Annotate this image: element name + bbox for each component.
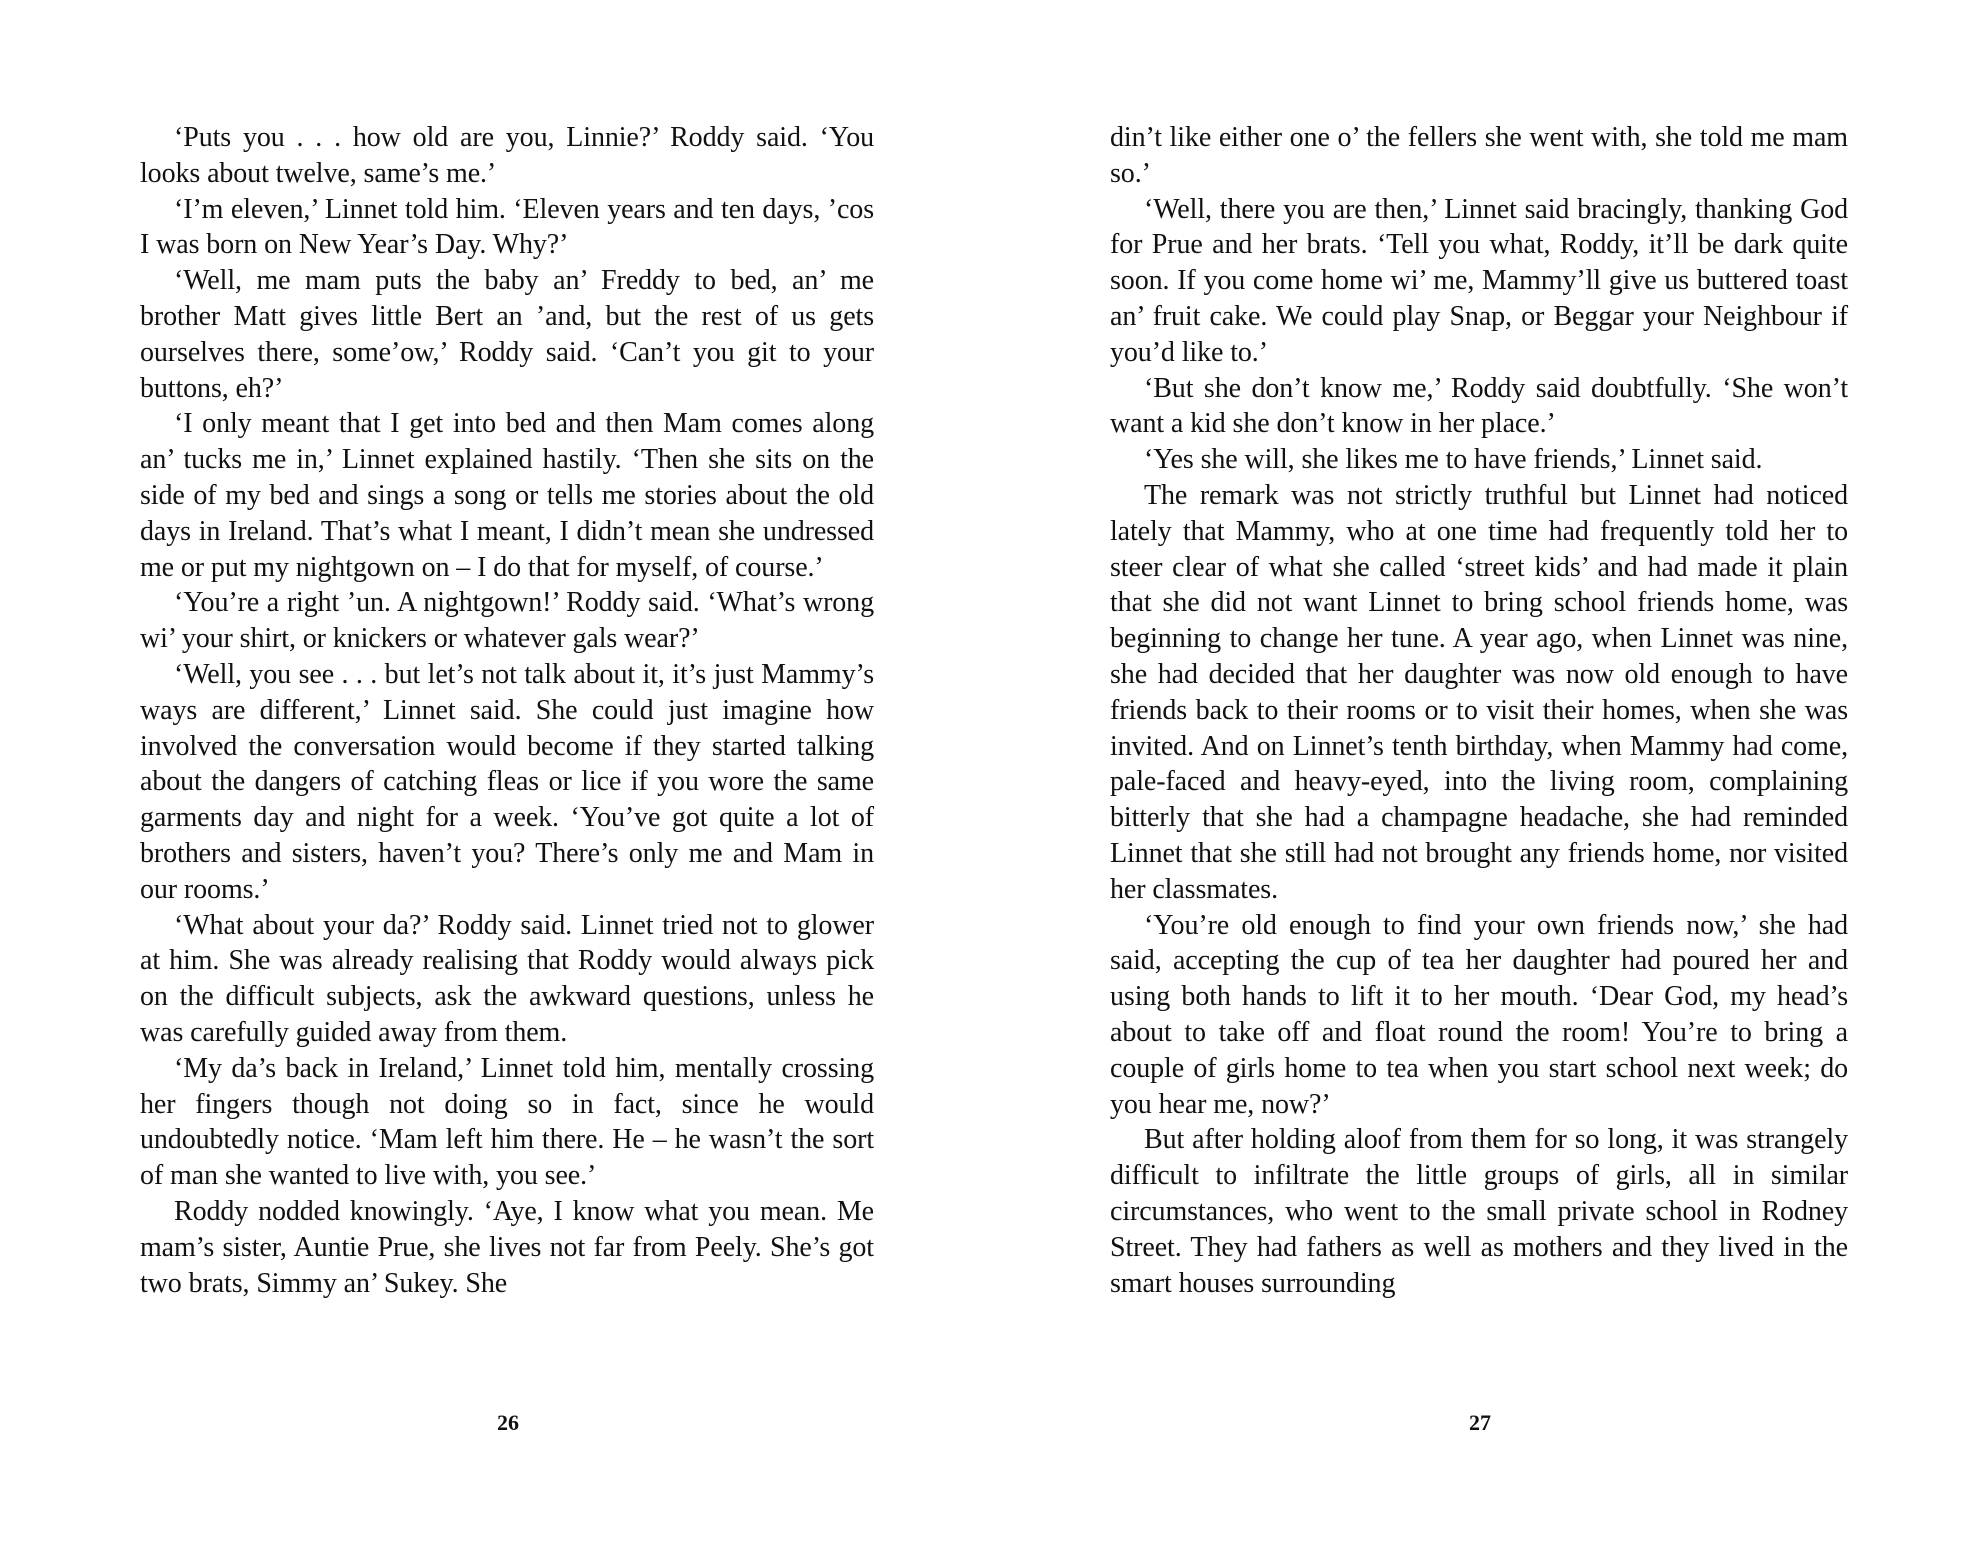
paragraph: The remark was not strictly truthful but Linnet had noticed lately that Mammy, who at one time had frequently told her to steer clear of what she called ‘street kids’ and had made it plain that she did not want Linnet to bring school friends home, was beginning to change her tune. A year ago, when Linnet was nine, she had decided that her daughter was now old enough to have friends back to their rooms or to visit their homes, when she was invited. And on Linnet’s tenth birthday, when Mammy had come, pale-faced and heavy-eyed, into the living room, complaining bitterly that she had a champagne headache, she had reminded Linnet that she still had not brought any friends home, nor visited her classmates. (1110, 479, 1848, 905)
left-page-text (140, 120, 874, 1301)
paragraph: ‘Yes she will, she likes me to have friends,’ Linnet said. (1144, 444, 1763, 476)
paragraph: ‘My da’s back in Ireland,’ Linnet told him, mentally crossing her fingers though not doing so in fact, since he would undoubtedly notice. ‘Mam left him there. He – he wasn’t the sort of man she wanted to live with, you see.’ (140, 1052, 874, 1192)
right-page-text (1110, 120, 1848, 1301)
paragraph: ‘Puts you . . . how old are you, Linnie?’ Roddy said. ‘You looks about twelve, same’s me.’ (140, 122, 874, 189)
continuation-paragraph: din’t like either one o’ the fellers she went with, she told me mam so.’ (1110, 122, 1848, 189)
paragraph: ‘Well, me mam puts the baby an’ Freddy to bed, an’ me brother Matt gives little Bert an ’and, but the rest of us gets ourselves there, some’ow,’ Roddy said. ‘Can’t you git to your buttons, eh?’ (140, 265, 874, 404)
paragraph: ‘What about your da?’ Roddy said. Linnet tried not to glower at him. She was already realising that Roddy would always pick on the difficult subjects, ask the awkward questions, unless he was carefully guided away from them. (140, 909, 874, 1048)
paragraph: ‘But she don’t know me,’ Roddy said doubtfully. ‘She won’t want a kid she don’t know in her place.’ (1110, 372, 1848, 440)
page-number-left: 26 (497, 1410, 519, 1435)
paragraph: ‘I only meant that I get into bed and then Mam comes along an’ tucks me in,’ Linnet explained hastily. ‘Then she sits on the side of my bed and sings a song or tells me stories about the old days in Ireland. That’s what I meant, I didn’t mean she undressed me or put my nightgown on – I do that for myself, of course.’ (140, 408, 874, 583)
page-number-right: 27 (1469, 1410, 1491, 1435)
paragraph: ‘Well, you see . . . but let’s not talk about it, it’s just Mammy’s ways are different,’ Linnet said. She could just imagine how involved the conversation would become if they started talking about the dangers of catching fleas or lice if you wore the same garments day and night for a week. ‘You’ve got quite a lot of brothers and sisters, haven’t you? There’s only me and Mam in our rooms.’ (140, 658, 874, 905)
paragraph: But after holding aloof from them for so long, it was strangely difficult to infiltrate the little groups of girls, all in similar circumstances, who went to the small private school in Rodney Street. They had fathers as well as mothers and they lived in the smart houses surrounding (1110, 1124, 1848, 1299)
paragraph: ‘You’re a right ’un. A nightgown!’ Roddy said. ‘What’s wrong wi’ your shirt, or knickers or whatever gals wear?’ (140, 587, 874, 655)
paragraph: ‘You’re old enough to find your own friends now,’ she had said, accepting the cup of tea her daughter had poured her and using both hands to lift it to her mouth. ‘Dear God, my head’s about to take off and float round the room! You’re to bring a couple of girls home to tea when you start school next week; do you hear me, now?’ (1110, 909, 1848, 1120)
paragraph: Roddy nodded knowingly. ‘Aye, I know what you mean. Me mam’s sister, Auntie Prue, she lives not far from Peely. She’s got two brats, Simmy an’ Sukey. She (140, 1195, 874, 1299)
paragraph: ‘I’m eleven,’ Linnet told him. ‘Eleven years and ten days, ’cos I was born on New Year’s Day. Why?’ (140, 193, 874, 261)
paragraph: ‘Well, there you are then,’ Linnet said bracingly, thanking God for Prue and her brats. ‘Tell you what, Roddy, it’ll be dark quite soon. If you come home wi’ me, Mammy’ll give us buttered toast an’ fruit cake. We could play Snap, or Beggar your Neighbour if you’d like to.’ (1110, 193, 1848, 368)
